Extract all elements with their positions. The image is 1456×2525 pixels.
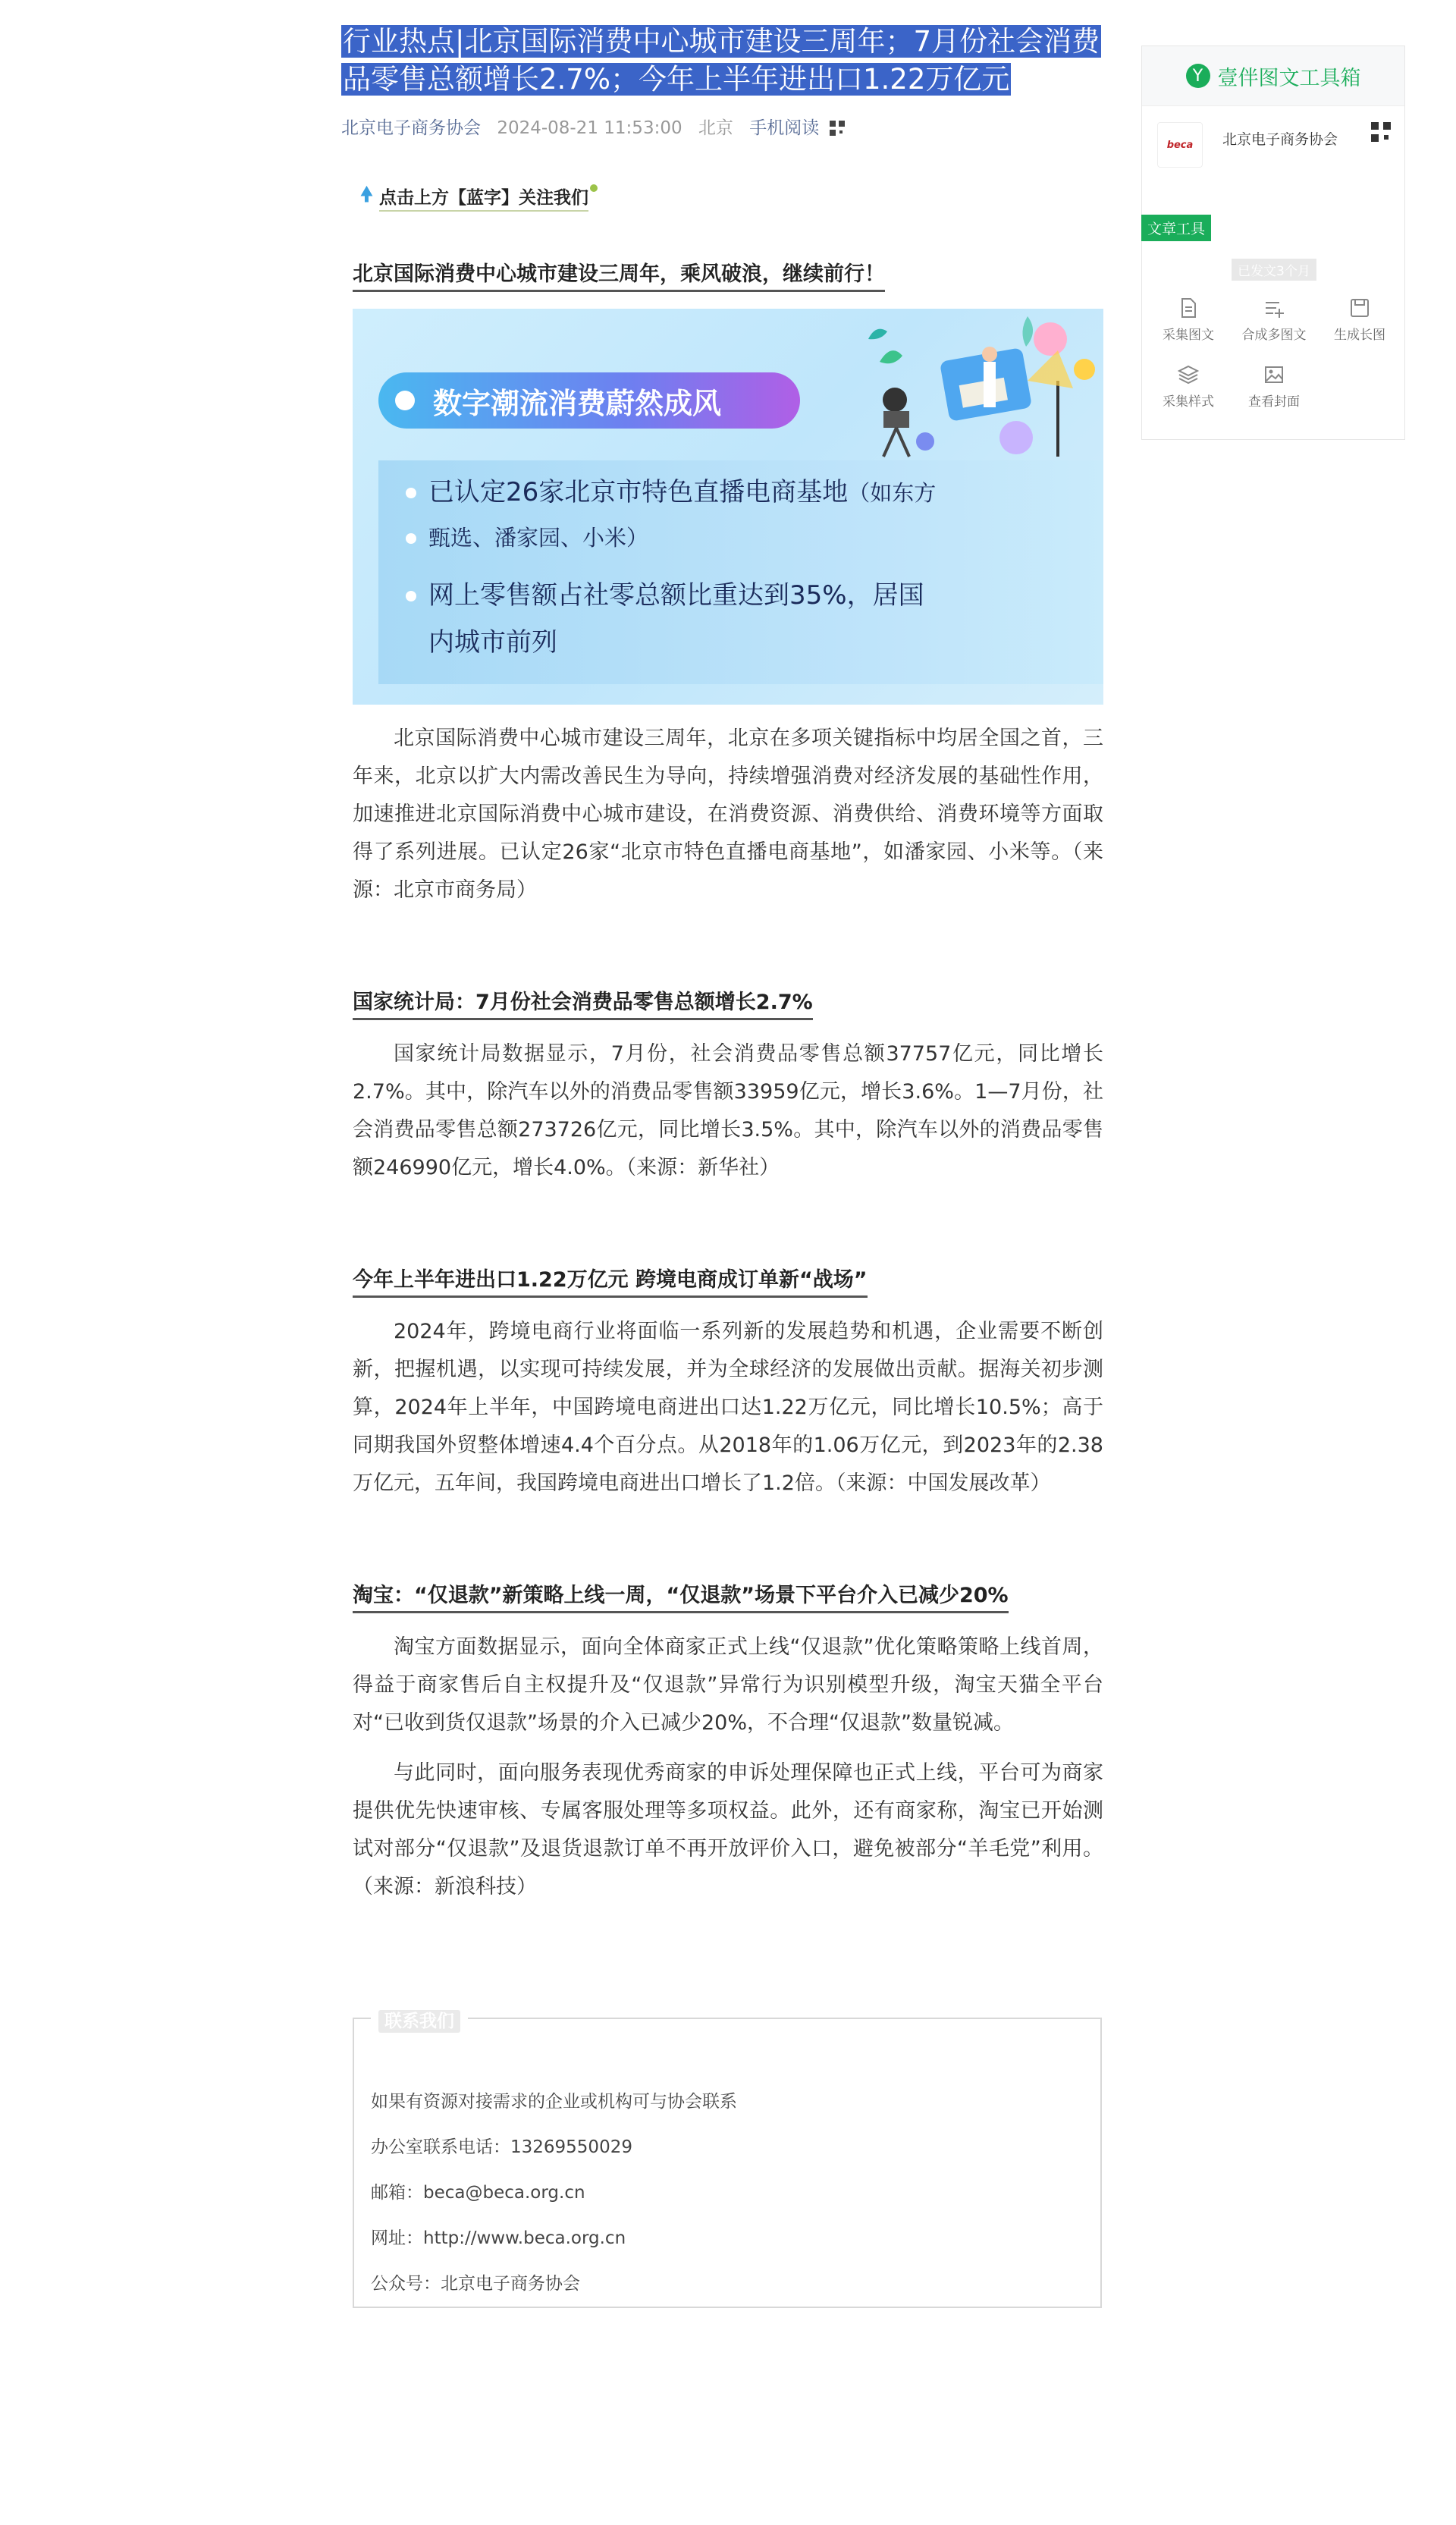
paragraph: 国家统计局数据显示，7月份，社会消费品零售总额37757亿元，同比增长2.7%。其中，除汽车以外的消费品零售额33959亿元，增长3.6%。1—7月份，社会消费品零售总额273726亿元，同比增长3.5%。其中，除汽车以外的消费品零售额246990亿元，增长4.0%。（来源：新华社） <box>353 1042 1103 1179</box>
banner-bullet1-line2: 甄选、潘家园、小米） <box>428 517 648 559</box>
yiban-logo-icon: Y <box>1186 64 1210 88</box>
paragraph: 北京国际消费中心城市建设三周年，北京在多项关键指标中均居全国之首，三年来，北京以扩大内需改善民生为导向，持续增强消费对经济发展的基础性作用，加速推进北京国际消费中心城市建设，在消费资源、消费供给、消费环境等方面取得了系列进展。已认定26家“北京市特色直播电商基地”，如潘家园、小米等。（来源：北京市商务局） <box>353 727 1103 902</box>
toolbox-title: 壹伴图文工具箱 <box>1217 66 1361 90</box>
published-age-badge: 已发文3个月 <box>1232 259 1316 281</box>
view-cover-label: 查看封面 <box>1248 394 1300 410</box>
toolbox-header[interactable] <box>1142 46 1404 106</box>
collect-style-button[interactable] <box>1147 363 1230 410</box>
contact-website: 网址：http://www.beca.org.cn <box>371 2228 626 2248</box>
paragraph: 与此同时，面向服务表现优秀商家的申诉处理保障也正式上线，平台可为商家提供优先快速审核、专属客服处理等多项权益。此外，还有商家称，淘宝已开始测试对部分“仅退款”及退货退款订单不再开放评价入口，避免被部分“羊毛党”利用。（来源：新浪科技） <box>353 1761 1103 1898</box>
banner-bullet1-main: 已认定26家北京市特色直播电商基地 <box>428 477 849 507</box>
account-link[interactable]: 北京电子商务协会 <box>341 118 481 138</box>
article-content <box>353 178 1103 1906</box>
mobile-read-link[interactable]: 手机阅读 <box>749 118 820 138</box>
view-cover-button[interactable] <box>1232 363 1316 410</box>
long-image-button[interactable] <box>1318 297 1401 343</box>
follow-text: 点击上方【蓝字】关注我们 <box>379 184 588 212</box>
avatar: beca <box>1157 122 1203 168</box>
section-2 <box>353 985 1103 1020</box>
merge-articles-label: 合成多图文 <box>1241 328 1307 343</box>
banner-bullet <box>428 471 936 514</box>
camera-illustration-icon <box>853 309 1103 460</box>
long-image-label: 生成长图 <box>1334 328 1385 343</box>
merge-articles-button[interactable] <box>1232 297 1316 343</box>
save-icon <box>1348 297 1371 319</box>
document-icon <box>1177 297 1200 319</box>
dot-icon <box>590 184 598 192</box>
contact-legend: 联系我们 <box>371 2004 468 2035</box>
contact-email: 邮箱：beca@beca.org.cn <box>371 2183 585 2203</box>
section-title: 淘宝：“仅退款”新策略上线一周，“仅退款”场景下平台介入已减少20% <box>353 1578 1009 1613</box>
section-title: 北京国际消费中心城市建设三周年，乘风破浪，继续前行！ <box>353 257 885 292</box>
publish-location: 北京 <box>698 118 733 138</box>
qr-code-icon[interactable] <box>1371 122 1391 142</box>
banner-bullet2-line1: 网上零售额占社零总额比重达到35%，居国 <box>428 574 924 617</box>
publish-time: 2024-08-21 11:53:00 <box>497 118 682 138</box>
article-meta <box>341 114 845 139</box>
paragraph: 淘宝方面数据显示，面向全体商家正式上线“仅退款”优化策略策略上线首周，得益于商家售后自主权提升及“仅退款”异常行为识别模型升级，淘宝天猫全平台对“已收到货仅退款”场景的介入已减少20%，不合理“仅退款”数量锐减。 <box>353 1635 1103 1735</box>
banner-image <box>353 309 1103 705</box>
section-title: 国家统计局：7月份社会消费品零售总额增长2.7% <box>353 985 813 1020</box>
section-3 <box>353 1263 1103 1298</box>
contact-box <box>353 2012 1102 2308</box>
yiban-toolbox-panel <box>1141 46 1405 440</box>
contact-intro: 如果有资源对接需求的企业或机构可与协会联系 <box>371 2092 737 2112</box>
image-icon <box>1263 363 1285 386</box>
article-title: 行业热点|北京国际消费中心城市建设三周年；7月份社会消费品零售总额增长2.7%；今年上半年进出口1.22万亿元 <box>343 25 1100 96</box>
banner-bullet2-line2: 内城市前列 <box>428 627 557 658</box>
banner-bullet1-sub: （如东方 <box>848 480 937 506</box>
contact-phone: 办公室联系电话：13269550029 <box>371 2137 632 2157</box>
section-title: 今年上半年进出口1.22万亿元 跨境电商成订单新“战场” <box>353 1263 868 1298</box>
collect-style-label: 采集样式 <box>1163 394 1214 410</box>
account-card <box>1157 122 1391 168</box>
qr-code-icon[interactable] <box>830 121 845 136</box>
article-tools-tag: 文章工具 <box>1141 215 1211 241</box>
collect-article-label: 采集图文 <box>1163 328 1214 343</box>
list-add-icon <box>1263 297 1285 319</box>
section-1 <box>353 257 1103 292</box>
follow-prompt <box>353 178 1103 216</box>
banner-headline: 数字潮流消费蔚然成风 <box>378 372 800 429</box>
up-arrow-icon: 🠝 <box>360 184 373 206</box>
collect-article-button[interactable] <box>1147 297 1230 343</box>
contact-official-account: 公众号：北京电子商务协会 <box>371 2274 580 2294</box>
section-4 <box>353 1578 1103 1613</box>
paragraph: 2024年，跨境电商行业将面临一系列新的发展趋势和机遇，企业需要不断创新，把握机遇，以实现可持续发展，并为全球经济的发展做出贡献。据海关初步测算，2024年上半年，中国跨境电商进出口达1.22万亿元，同比增长10.5%；高于同期我国外贸整体增速4.4个百分点。从2018年的1.06万亿元，到2023年的2.38万亿元，五年间，我国跨境电商进出口增长了1.2倍。（来源：中国发展改革） <box>353 1320 1103 1495</box>
layers-icon <box>1177 363 1200 386</box>
banner-card <box>378 460 1103 684</box>
account-name: 北京电子商务协会 <box>1222 131 1338 148</box>
